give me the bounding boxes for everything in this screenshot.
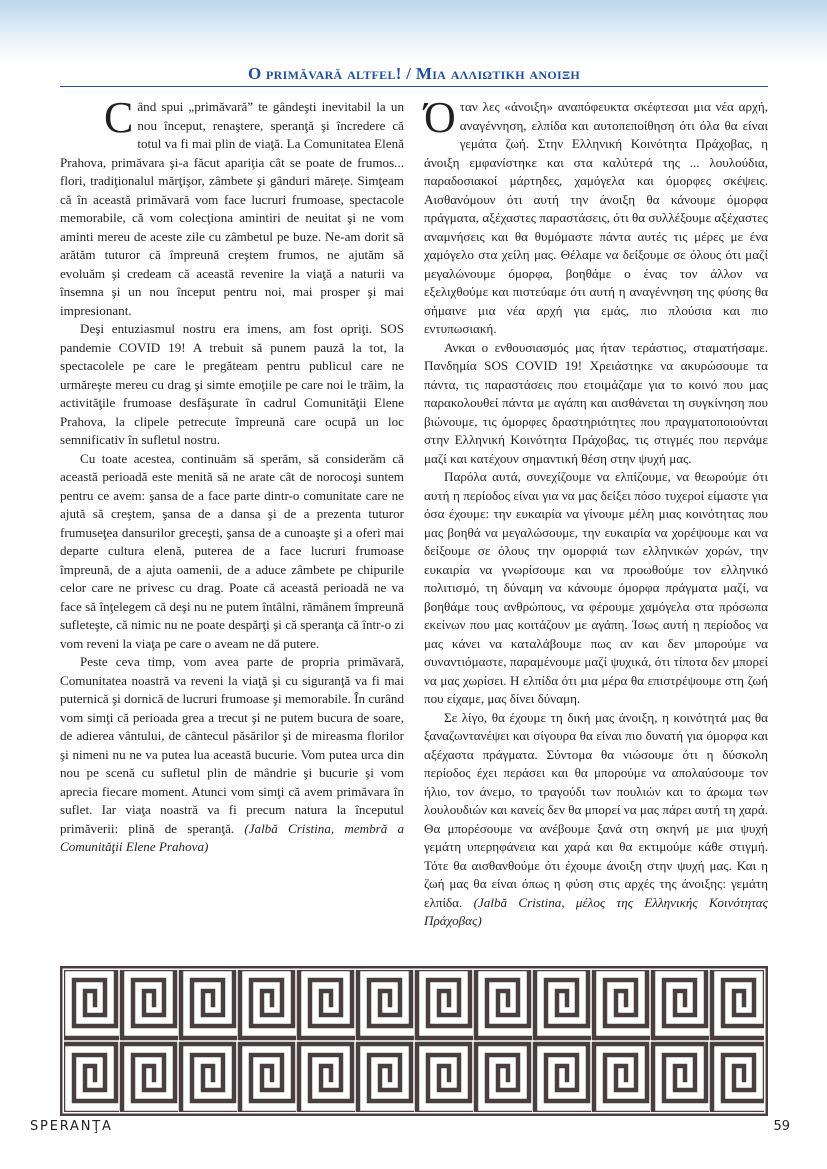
- paragraph: [424, 709, 768, 931]
- romanian-column: [60, 93, 404, 857]
- magazine-name: SPERANŢA: [30, 1119, 113, 1134]
- author-signature: (Jalbă Cristina, membră a Comunităţii Elene Prahova): [60, 820, 404, 854]
- greek-key-meander-icon: [60, 966, 768, 1116]
- title-divider: [60, 86, 768, 87]
- paragraph-text: ταν λες «άνοιξη» αναπόφευκτα σκέφτεσαι μια νέα αρχή, αναγέννηση, ελπίδα και αυτοπεποίθηση ότι όλα θα είναι γεμάτα ζωή. Στην Ελληνική Κοινότητα Πράχοβας, η άνοιξη εμφανίστηκε και στα καλύτερά της ... λουλούδια, παραδοσιακοί μάρτηδες, χαμόγελα και όμορφες σκέψεις. Αισθανόμουν ότι αυτή την άνοιξη θα κάνουμε όμορφα πράγματα, αξέχαστες παραστάσεις, ότι θα συλλέξουμε αξέχαστες αναμνήσεις και θα θυμόμαστε πάντα αυτές τις μέρες με ένα χαμόγελο στα χείλη μας. Θέλαμε να δείξουμε σε όλους ότι μαζί μεγαλώνουμε όμορφα, βοηθάμε ο ένας τον άλλον να εξελιχθούμε και πιστεύαμε ότι αυτή η αναγέννηση της φύσης θα σήμαινε μια νέα αρχή για εμάς, πιο πλούσια και πιο εντυπωσιακή.: [424, 99, 768, 336]
- paragraph: [424, 93, 768, 339]
- drop-cap: C: [104, 93, 134, 142]
- paragraph: Cu toate acestea, continuăm să sperăm, să considerăm că această perioadă este menită să ne arate cât de norocoşi suntem pentru ce avem: şansa de a face parte dintr-o comunitate care ne ajută să creştem, şansa de a dansa şi de a prezenta tuturor frumuseţea dansurilor greceşti, şansa de a cunoaşte şi a oferi mai departe cultura elenă, puterea de a face lucruri frumoase împreună, de a ajuta oamenii, de a aduce zâmbete pe chipurile celor care ne privesc cu drag. Poate că această perioadă ne va face să înţelegem că deşi nu ne putem întâlni, rămânem împreună sufleteşte, că nimic nu ne poate despărţi şi că speranţa că într-o zi vom reveni la viaţa pe care o aveam ne dă putere.: [60, 450, 404, 651]
- drop-cap: Ό: [424, 93, 456, 142]
- paragraph: [60, 653, 404, 857]
- paragraph: Ανκαι ο ενθουσιασμός μας ήταν τεράστιος, σταματήσαμε. Πανδημία SOS COVID 19! Χρειάστηκε να ακυρώσουμε τα πάντα, τις παραστάσεις που ετοιμάζαμε για το κοινό που μας παρακολουθεί πάντα με αγάπη και αισθάνεται τη συγκίνηση που βιώνουμε, τις όμορφες δραστηριότητες που πραγματοποιούνται στην Ελληνική Κοινότητα Πράχοβας, τις στιγμές που περνάμε μαζί και κατέχουν σημαντική θέση στην ψυχή μας.: [424, 339, 768, 466]
- paragraph: Παρόλα αυτά, συνεχίζουμε να ελπίζουμε, να θεωρούμε ότι αυτή η περίοδος είναι για να μας δείξει πόσο τυχεροί είμαστε για όσα έχουμε: την ευκαιρία να γίνουμε μέλη μιας κοινότητας που μας βοηθά να μεγαλώσουμε, την ευκαιρία να χορέψουμε και να δείξουμε σε όλους την ομορφιά των ελληνικών χορών, την ευκαιρία να γνωρίσουμε και να προωθούμε τον ελληνικό πολιτισμό, τη δύναμη να κάνουμε όμορφα πράγματα μαζί, να βοηθάμε τους ανθρώπους, να φέρουμε χαμόγελα στα πρόσωπα εκείνων που μας κοιτάζουν με αγάπη. Ίσως αυτή η περίοδος να μας κάνει να καταλάβουμε πως αν και δεν μπορούμε να συναντιόμαστε, παραμένουμε μαζί ψυχικά, ότι τίποτα δεν μπορεί να μας χωρίσει. Η ελπίδα ότι μια μέρα θα επιστρέψουμε στη ζωή που είχαμε, μας δίνει δύναμη.: [424, 469, 768, 706]
- paragraph-text: Peste ceva timp, vom avea parte de propria primăvară, Comunitatea noastră va reveni la viaţă şi cu siguranţă va fi mai puternică şi dornică de lucruri frumoase şi memorabile. În curând vom simţi că perioada grea a trecut şi ne putem bucura de soare, de adierea vântului, de cântecul păsărilor şi de mireasma florilor şi nimeni nu ne va putea lua această bucurie. Vom putea urca din nou pe scenă cu sufletul plin de mândrie şi bucurie şi vom aprecia fiecare moment. Atunci vom simţi că avem primăvara în suflet. Iar viaţa noastră va fi precum natura la începutul primăverii: plină de speranţă.: [60, 654, 404, 836]
- paragraph: Deşi entuziasmul nostru era imens, am fost opriţi. SOS pandemie COVID 19! A trebuit să punem pauză la tot, la spectacolele pe care le pregăteam pentru publicul care ne urmăreşte mereu cu drag şi simte emoţiile pe care noi le trăim, la activităţile frumoase desfăşurate în cadrul Comunităţii Elene Prahova, la clipele petrecute împreună care ocupă un loc semnificativ în sufletul nostru.: [60, 321, 404, 447]
- top-gradient-band: [0, 0, 827, 62]
- paragraph-text: Σε λίγο, θα έχουμε τη δική μας άνοιξη, η κοινότητά μας θα ξαναζωντανέψει και σίγουρα θα είναι πιο δυνατή για όμορφα και αξέχαστα πράγματα. Σύντομα θα νιώσουμε ότι η δύσκολη περίοδος έχει περάσει και θα μπορούμε να απολαύσουμε τον ήλιο, τον άνεμο, το τραγούδι των πουλιών και το άρωμα των λουλουδιών και κανείς δεν θα μπορεί να μας πάρει αυτή τη χαρά. Θα μπορέσουμε να ανέβουμε ξανά στη σκηνή με μια ψυχή γεμάτη υπερηφάνεια και χαρά και θα εκτιμούμε κάθε στιγμή. Τότε θα αισθανθούμε ότι έχουμε άνοιξη στην ψυχή μας. Και η ζωή μας θα είναι όπως η φύση στις αρχές της άνοιξης: γεμάτη ελπίδα.: [424, 709, 768, 910]
- page-number: 59: [773, 1119, 790, 1134]
- article-title: O primăvară altfel! / Μια αλλιωτικη ανοιξη: [247, 64, 581, 83]
- paragraph-text: ând spui „primăvară” te gândeşti inevitabil la un nou început, renaştere, speranţă şi încredere că totul va fi mai plin de viaţă. La Comunitatea Elenă Prahova, primăvara şi-a făcut apariţia cât se poate de frumos... flori, tradiţionalul mărţişor, zâmbete şi gânduri mărețe. Simţeam că în această primăvară vom face lucruri frumoase, spectacole memorabile, că vom colecţiona amintiri de neuitat şi ne vom aminti mereu de aceste zile cu zâmbetul pe buze. Ne-am dorit să arătăm tuturor că împreună creştem frumos, ne ajutăm să evoluăm şi credeam că această revenire la viaţă a naturii va însemna şi un nou început pentru noi, mai prosper şi mai impresionant.: [60, 99, 404, 318]
- greek-column: [424, 93, 768, 931]
- author-signature: (Jalbă Cristina, μέλος της Ελληνικής Κοινότητας Πράχοβας): [424, 894, 768, 928]
- paragraph: [60, 93, 404, 320]
